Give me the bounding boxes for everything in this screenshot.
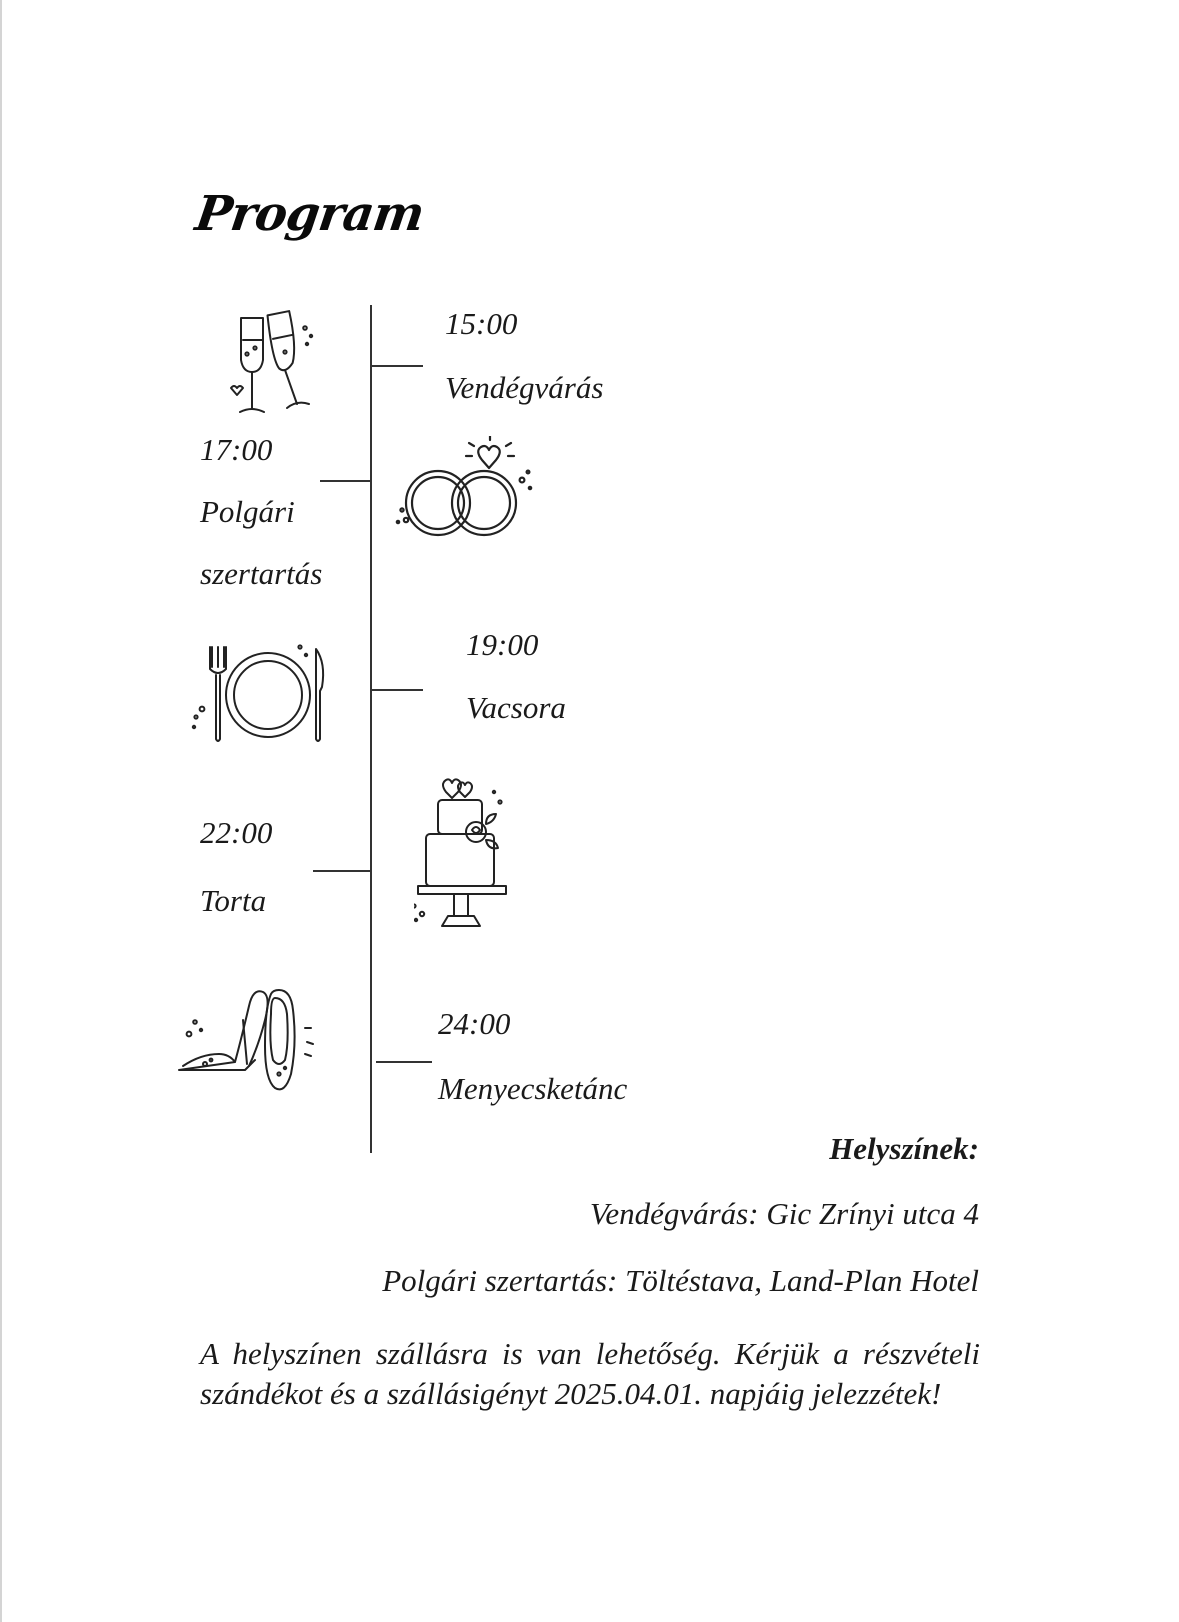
timeline-tick-4 xyxy=(313,870,372,872)
timeline-axis xyxy=(370,305,372,1153)
plate-cutlery-icon xyxy=(190,643,338,747)
event-time-1: 15:00 xyxy=(445,306,518,341)
event-name-3: Vacsora xyxy=(466,690,566,725)
wedding-rings-icon xyxy=(394,436,544,540)
event-name-4: Torta xyxy=(200,883,267,918)
timeline-tick-3 xyxy=(371,689,423,691)
event-time-2: 17:00 xyxy=(200,432,273,467)
event-time-3: 19:00 xyxy=(466,627,539,662)
champagne-glasses-icon xyxy=(225,308,325,426)
venue-line-1: Vendégvárás: Gic Zrínyi utca 4 xyxy=(589,1196,979,1231)
event-name-2-line1: Polgári xyxy=(200,494,295,529)
event-time-5: 24:00 xyxy=(438,1006,511,1041)
timeline-tick-5 xyxy=(376,1061,432,1063)
timeline-tick-2 xyxy=(320,480,372,482)
event-name-1: Vendégvárás xyxy=(445,370,604,405)
page-edge xyxy=(0,0,2,1622)
venues-heading: Helyszínek: xyxy=(829,1131,979,1166)
wedding-cake-icon xyxy=(414,778,514,934)
high-heels-icon xyxy=(175,984,325,1098)
timeline-tick-1 xyxy=(371,365,423,367)
event-name-5: Menyecsketánc xyxy=(438,1071,628,1106)
event-name-2-line2: szertartás xyxy=(200,556,323,591)
venue-line-2: Polgári szertartás: Töltéstava, Land-Plan Hotel xyxy=(382,1263,979,1298)
event-time-4: 22:00 xyxy=(200,815,273,850)
accommodation-note: A helyszínen szállásra is van lehetőség. Kérjük a részvételi szándékot és a szállásigényt 2025.04.01. napjáig jelezzétek! xyxy=(200,1336,980,1411)
page-title: Program xyxy=(192,186,428,242)
